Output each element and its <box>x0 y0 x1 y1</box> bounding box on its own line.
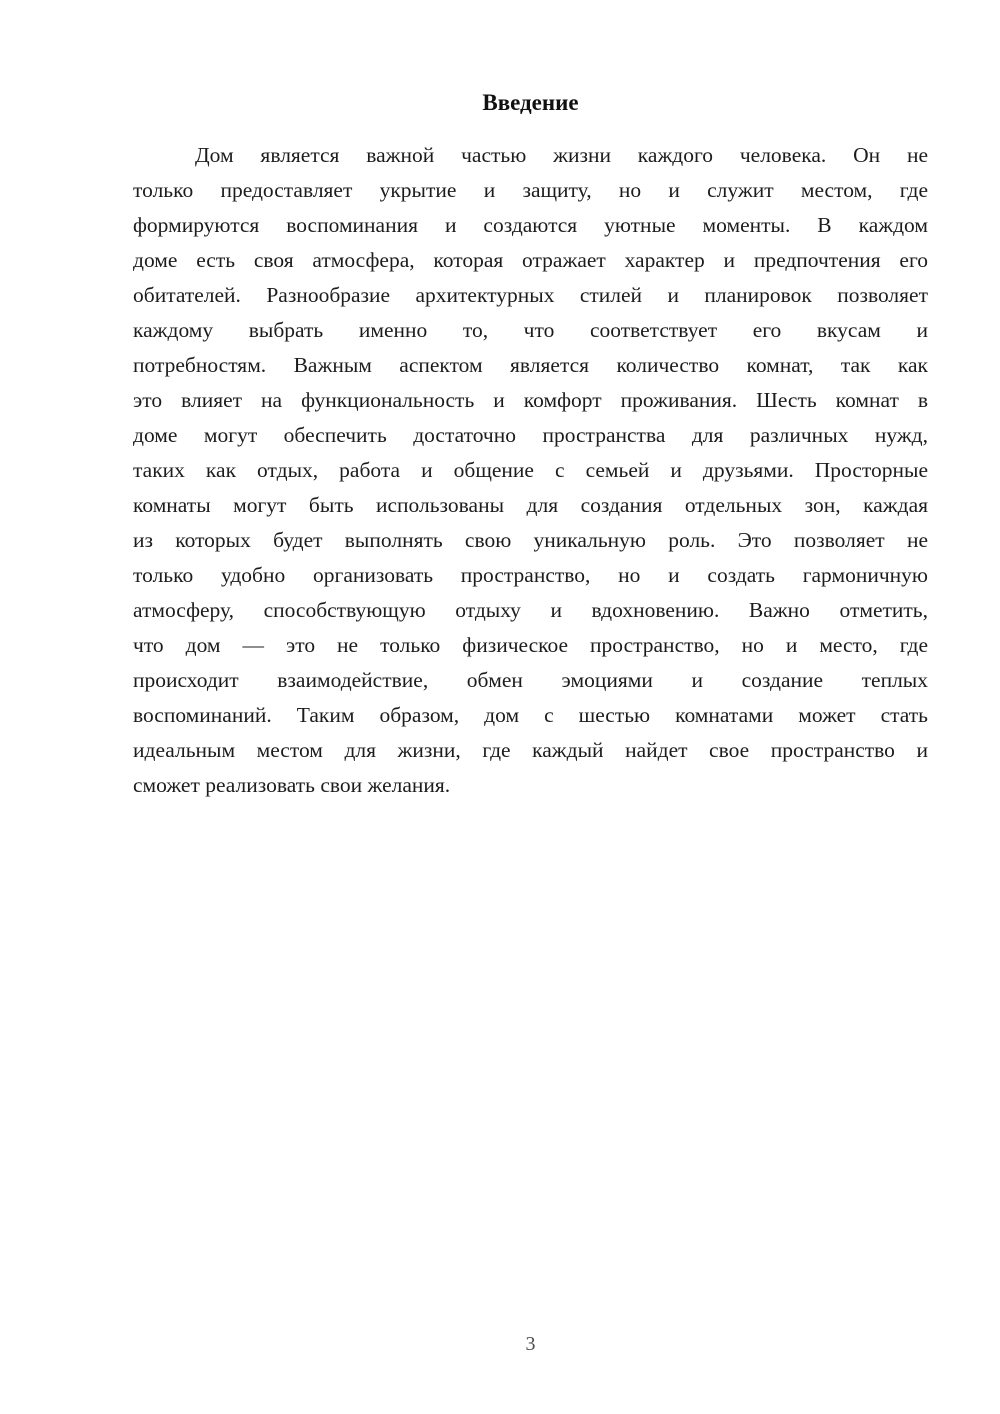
text-line: только предоставляет укрытие и защиту, но и служит местом, где <box>133 178 928 202</box>
text-line: только удобно организовать пространство, но и создать гармоничную <box>133 563 928 587</box>
paragraph <box>133 138 928 803</box>
text-line: обитателей. Разнообразие архитектурных стилей и планировок позволяет <box>133 283 928 307</box>
text-line: происходит взаимодействие, обмен эмоциями и создание теплых <box>133 668 928 692</box>
text-line: идеальным местом для жизни, где каждый найдет свое пространство и <box>133 738 928 762</box>
text-line: доме могут обеспечить достаточно пространства для различных нужд, <box>133 423 928 447</box>
text-line: сможет реализовать свои желания. <box>133 773 451 797</box>
text-line: доме есть своя атмосфера, которая отражает характер и предпочтения его <box>133 248 928 272</box>
page-number: 3 <box>525 1333 536 1355</box>
text-line: комнаты могут быть использованы для создания отдельных зон, каждая <box>133 493 928 517</box>
text-line: атмосферу, способствующую отдыху и вдохновению. Важно отметить, <box>133 598 928 622</box>
text-line: из которых будет выполнять свою уникальную роль. Это позволяет не <box>133 528 928 552</box>
text-block <box>133 86 928 803</box>
text-line: потребностям. Важным аспектом является количество комнат, так как <box>133 353 928 377</box>
text-line: что дом — это не только физическое пространство, но и место, где <box>133 633 928 657</box>
text-line: Дом является важной частью жизни каждого человека. Он не <box>195 143 928 167</box>
page-title: Введение <box>482 90 579 115</box>
text-line: таких как отдых, работа и общение с семьей и друзьями. Просторные <box>133 458 928 482</box>
text-line: воспоминаний. Таким образом, дом с шестью комнатами может стать <box>133 703 928 727</box>
text-line: каждому выбрать именно то, что соответствует его вкусам и <box>133 318 928 342</box>
text-line: формируются воспоминания и создаются уютные моменты. В каждом <box>133 213 928 237</box>
text-line: это влияет на функциональность и комфорт проживания. Шесть комнат в <box>133 388 928 412</box>
